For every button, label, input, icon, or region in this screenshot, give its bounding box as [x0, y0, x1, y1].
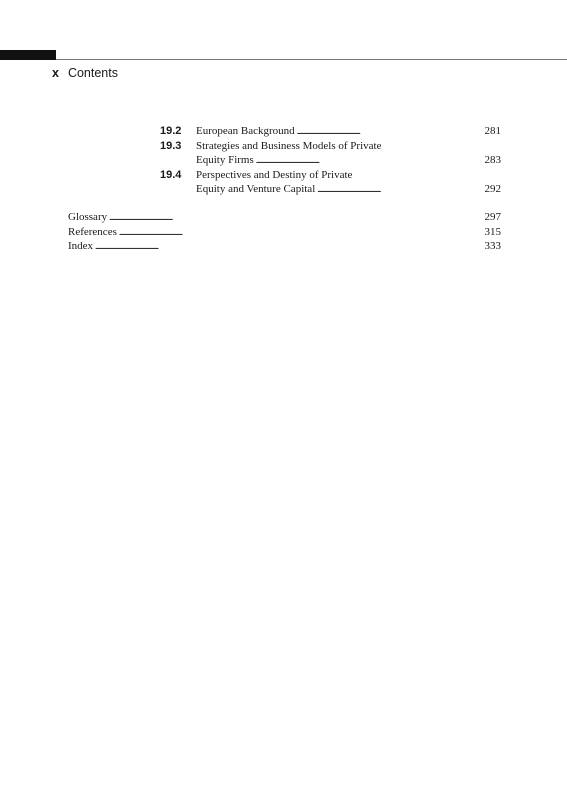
toc-line — [196, 124, 501, 139]
header-bar — [0, 50, 56, 60]
entry-title: References — [68, 225, 117, 238]
entry-title: Index — [68, 240, 94, 252]
dot-leader — [119, 225, 481, 240]
page-number: 315 — [484, 225, 501, 238]
entry-title: Glossary — [68, 211, 108, 223]
toc-entry-index[interactable] — [68, 239, 501, 254]
toc-line — [196, 153, 501, 168]
toc-entry-19-2[interactable] — [160, 124, 501, 139]
toc-back-matter-list — [68, 210, 501, 254]
running-head — [52, 66, 118, 80]
toc-line — [196, 182, 501, 197]
dot-leader — [256, 153, 481, 168]
entry-title-line-1: Perspectives and Destiny of Private — [196, 168, 353, 181]
page-number: 283 — [484, 154, 501, 166]
dot-leader — [317, 182, 481, 197]
dot-leader — [95, 239, 481, 254]
page-number: 281 — [484, 125, 501, 137]
toc-subsection-list — [160, 124, 501, 197]
page-folio: x — [52, 66, 59, 80]
toc-entry-19-4[interactable] — [160, 168, 501, 197]
entry-title-line-2: Equity and Venture Capital — [196, 183, 316, 195]
section-number: 19.4 — [160, 168, 182, 181]
header-rule — [56, 59, 567, 60]
entry-title-line-2: Equity Firms — [196, 154, 254, 166]
running-head-title: Contents — [67, 66, 118, 80]
page-number: 292 — [484, 183, 501, 195]
dot-leader — [297, 124, 481, 139]
toc-line — [196, 168, 501, 183]
section-number: 19.3 — [160, 139, 182, 152]
entry-title-line-1: Strategies and Business Models of Private — [196, 139, 382, 152]
section-number: 19.2 — [160, 125, 182, 137]
entry-title: European Background — [196, 125, 295, 137]
dot-leader — [109, 210, 481, 225]
toc-entry-references[interactable] — [68, 225, 501, 240]
toc-entry-glossary[interactable] — [68, 210, 501, 225]
toc-entry-19-3[interactable] — [160, 139, 501, 168]
toc-line — [196, 139, 501, 154]
page-number: 297 — [484, 211, 501, 223]
page-number: 333 — [484, 240, 501, 252]
